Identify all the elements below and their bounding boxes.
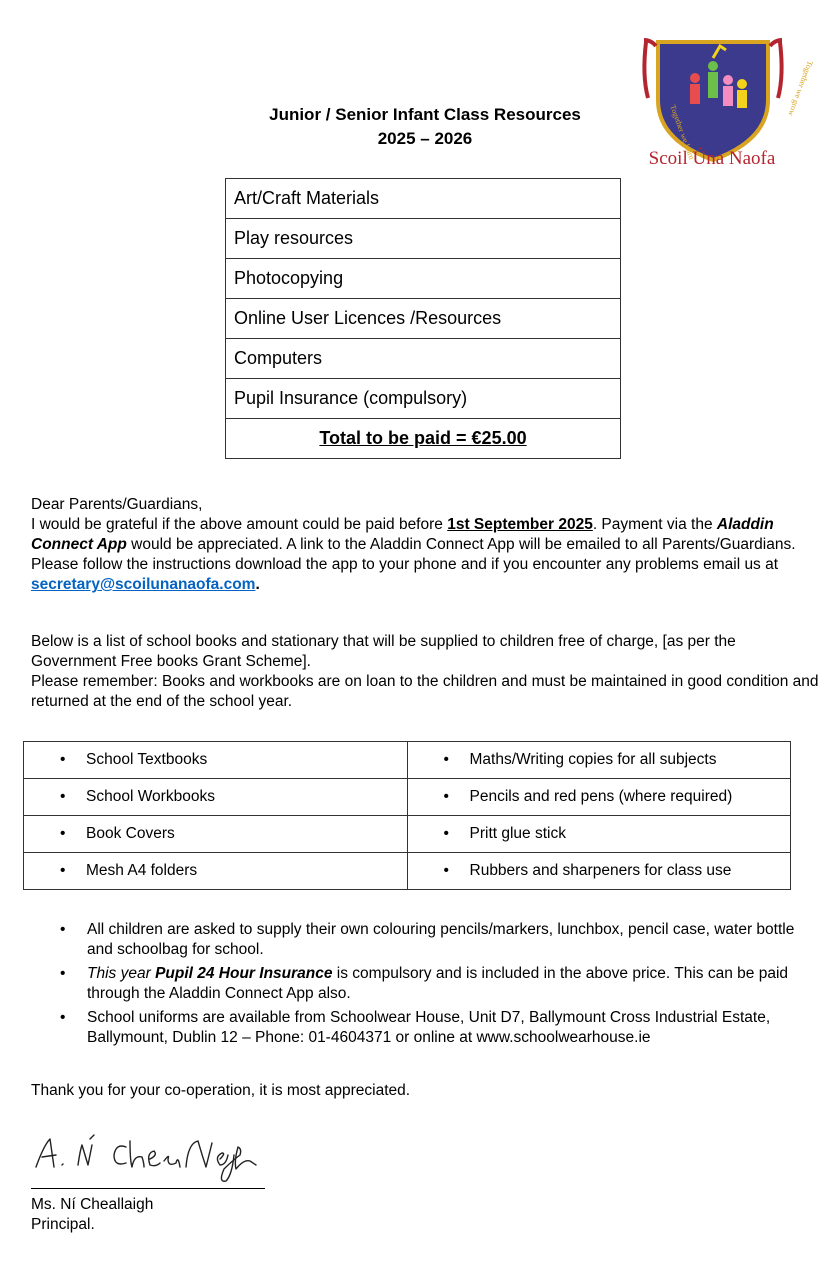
- title-line-2: 2025 – 2026: [377, 129, 473, 148]
- cost-row: [226, 379, 621, 419]
- table-row: [24, 742, 791, 779]
- supply-text: Book Covers: [86, 825, 175, 842]
- cost-item: Play resources: [226, 219, 621, 259]
- books-paragraph: Below is a list of school books and stationary that will be supplied to children free of charge, [as per the Government Free books Grant Scheme].: [31, 633, 736, 670]
- cost-row: [226, 219, 621, 259]
- cost-item: Pupil Insurance (compulsory): [226, 379, 621, 419]
- bullet: •: [60, 1009, 66, 1026]
- supply-text: Mesh A4 folders: [86, 862, 198, 879]
- handwritten-signature: [30, 1125, 270, 1185]
- list-item: [55, 920, 815, 960]
- cost-item: Computers: [226, 339, 621, 379]
- cost-item: Online User Licences /Resources: [226, 299, 621, 339]
- cost-total-row: [226, 419, 621, 459]
- cost-row: [226, 259, 621, 299]
- cost-item: Photocopying: [226, 259, 621, 299]
- note-text: School uniforms are available from Schoolwear House, Unit D7, Ballymount Cross Industrial Estate, Ballymount, Dublin 12 – Phone: 01-4604371 or online at www.schoolwearhouse.ie: [87, 1009, 771, 1046]
- table-row: [24, 779, 791, 816]
- supply-item: [24, 742, 408, 779]
- bullet: •: [443, 788, 449, 805]
- loan-paragraph: Please remember: Books and workbooks are on loan to the children and must be maintained in good condition and returned at the end of the school year.: [31, 673, 819, 710]
- note-text: is compulsory and is included in the above price. This can be paid through the Aladdin Connect App also.: [87, 965, 789, 1002]
- supply-item: [407, 853, 791, 890]
- books-intro: [31, 632, 821, 712]
- supply-item: [407, 816, 791, 853]
- letter-paragraph-1: [31, 515, 821, 595]
- cost-table: [225, 178, 621, 459]
- supply-item: [24, 779, 408, 816]
- p1-text: I would be grateful if the above amount could be paid before: [31, 516, 448, 533]
- letter-body: [31, 495, 821, 595]
- p1-text: would be appreciated. A link to the Aladdin Connect App will be emailed to all Parents/Guardians. Please follow the instructions download the app to your phone and if you encounter any problems email us at: [31, 536, 796, 573]
- p1-text: . Payment via the: [592, 516, 717, 533]
- table-row: [24, 853, 791, 890]
- supply-text: Rubbers and sharpeners for class use: [469, 862, 732, 879]
- note-text: This year: [87, 965, 156, 982]
- table-row: [24, 816, 791, 853]
- supply-text: Maths/Writing copies for all subjects: [469, 751, 717, 768]
- supply-text: Pritt glue stick: [469, 825, 566, 842]
- supply-text: School Textbooks: [86, 751, 208, 768]
- supply-item: [24, 853, 408, 890]
- bullet: •: [60, 965, 66, 982]
- insurance-name: Pupil 24 Hour Insurance: [155, 965, 333, 982]
- supply-item: [407, 742, 791, 779]
- cost-item: Art/Craft Materials: [226, 179, 621, 219]
- page-title: [215, 103, 635, 151]
- bullet: •: [60, 825, 66, 842]
- supplies-table: [23, 741, 791, 890]
- notes-list: [55, 920, 815, 1052]
- supply-item: [407, 779, 791, 816]
- email-link[interactable]: secretary@scoilunanaofa.com: [31, 576, 256, 593]
- bullet: •: [443, 751, 449, 768]
- due-date: 1st September 2025: [447, 516, 593, 533]
- bullet: •: [60, 751, 66, 768]
- principal-name: Ms. Ní Cheallaigh: [31, 1196, 154, 1213]
- letter-greeting: Dear Parents/Guardians,: [31, 496, 203, 513]
- thanks-line: Thank you for your co-operation, it is most appreciated.: [31, 1082, 411, 1099]
- bullet: •: [60, 862, 66, 879]
- title-line-1: Junior / Senior Infant Class Resources: [269, 105, 581, 124]
- app-name: Aladdin Connect App: [31, 516, 774, 553]
- cost-row: [226, 179, 621, 219]
- logo-motto-right: Together we grow: [786, 59, 815, 118]
- cost-row: [226, 339, 621, 379]
- principal-role: Principal.: [31, 1216, 95, 1233]
- logo-school-name: Scoil Úna Naofa: [648, 148, 776, 169]
- supply-text: School Workbooks: [86, 788, 215, 805]
- p1-end: .: [255, 576, 260, 593]
- bullet: •: [60, 788, 66, 805]
- list-item: [55, 1008, 815, 1048]
- note-text: All children are asked to supply their own colouring pencils/markers, lunchbox, pencil case, water bottle and schoolbag for school.: [87, 921, 795, 958]
- bullet: •: [443, 862, 449, 879]
- bullet: •: [443, 825, 449, 842]
- signatory: [31, 1195, 153, 1235]
- cost-total: Total to be paid = €25.00: [226, 419, 621, 459]
- list-item: [55, 964, 815, 1004]
- logo-motto-left: Together we learn: [668, 103, 697, 161]
- bullet: •: [60, 921, 66, 938]
- supply-text: Pencils and red pens (where required): [469, 788, 733, 805]
- signature-line: [31, 1188, 265, 1189]
- cost-row: [226, 299, 621, 339]
- supply-item: [24, 816, 408, 853]
